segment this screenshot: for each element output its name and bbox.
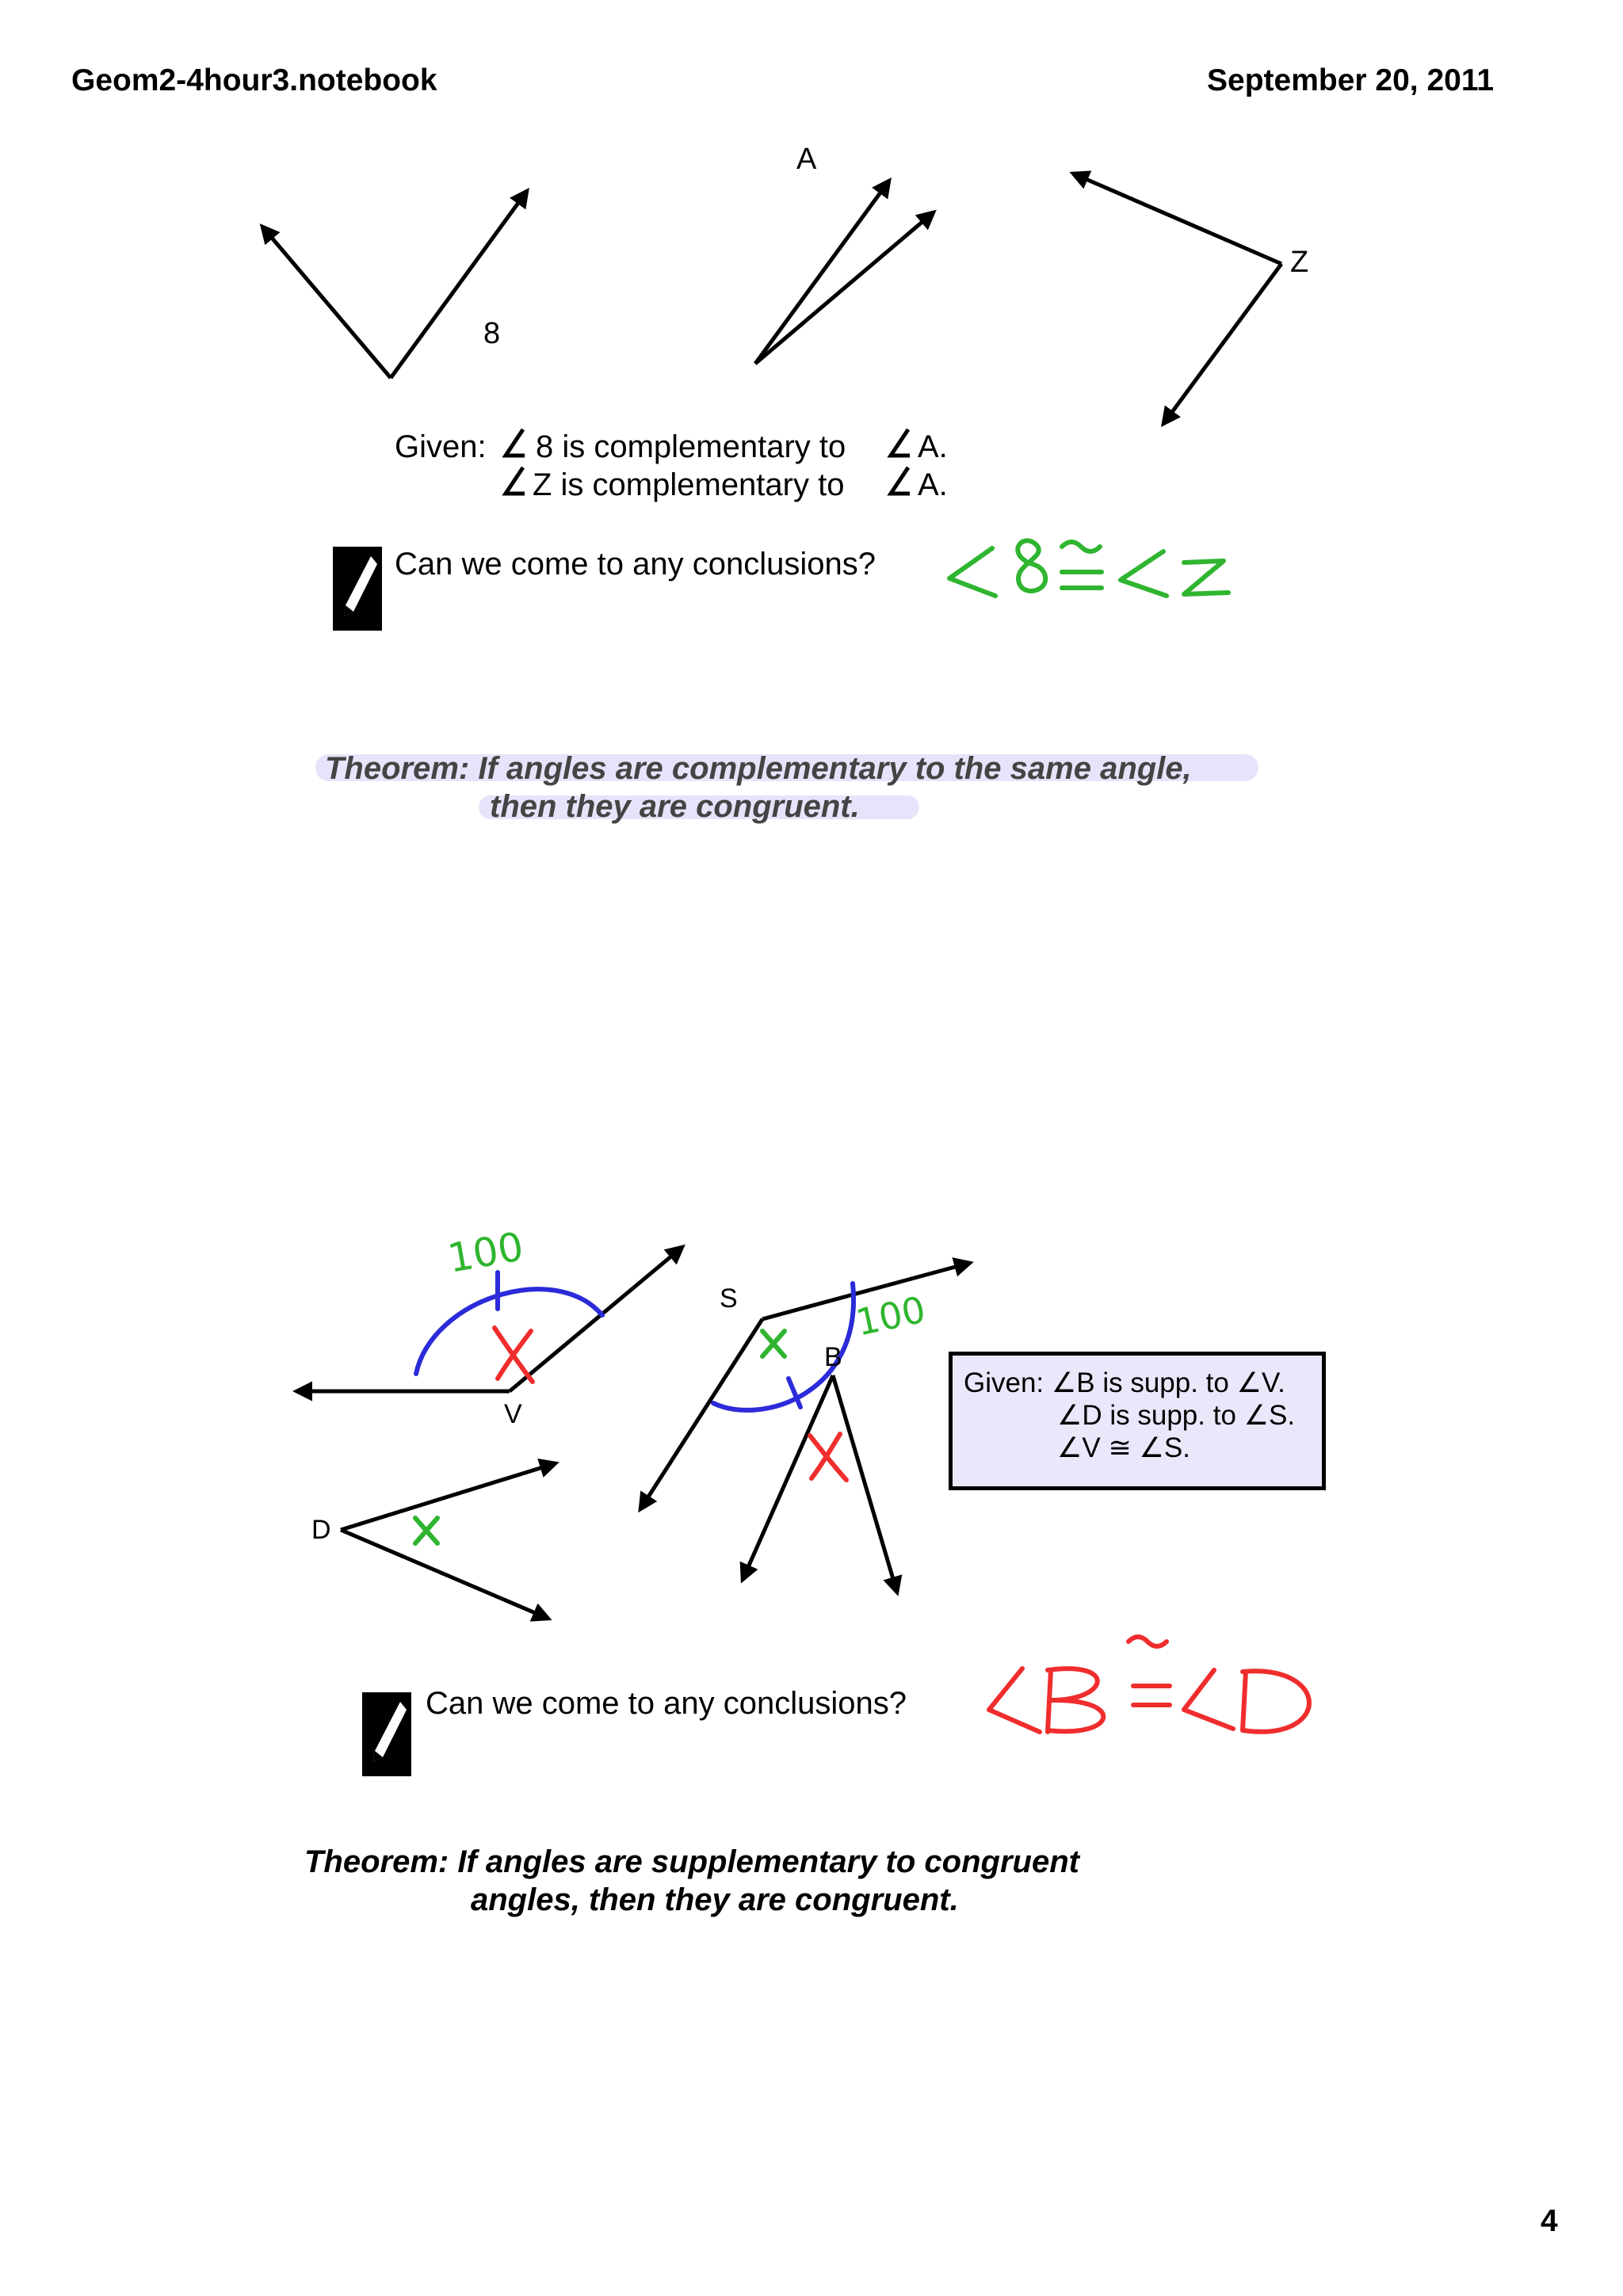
pencil-icon bbox=[333, 547, 382, 631]
given-line1: 8 is complementary to bbox=[536, 429, 846, 464]
angle-label-v: V bbox=[504, 1399, 522, 1429]
given-box-line2: ∠D is supp. to ∠S. bbox=[1057, 1400, 1296, 1431]
given-box bbox=[949, 1352, 1326, 1490]
measure-s: 100 bbox=[852, 1287, 930, 1344]
handwritten-answer-2 bbox=[989, 1637, 1309, 1732]
red-x-marks bbox=[495, 1328, 846, 1480]
question-2: Can we come to any conclusions? bbox=[426, 1686, 907, 1721]
notebook-title: Geom2-4hour3.notebook bbox=[71, 63, 437, 97]
angle-z-figure bbox=[1073, 174, 1281, 424]
measure-v: 100 bbox=[444, 1223, 527, 1282]
page-number: 4 bbox=[1541, 2204, 1558, 2238]
angle-label-a: A bbox=[796, 143, 817, 176]
pencil-icon bbox=[362, 1692, 411, 1776]
angle-label-d: D bbox=[311, 1515, 331, 1545]
theorem-2-line1: Theorem: If angles are supplementary to congruent bbox=[304, 1844, 1079, 1879]
angle-label-b: B bbox=[824, 1342, 842, 1372]
angle-label-8: 8 bbox=[483, 317, 501, 350]
page-date: September 20, 2011 bbox=[1207, 63, 1495, 97]
given-prefix: Given: bbox=[395, 429, 487, 464]
theorem-2-line2: angles, then they are congruent. bbox=[471, 1882, 959, 1917]
theorem-1-line1: Theorem: If angles are complementary to the same angle, bbox=[325, 751, 1192, 786]
theorem-1-line2: then they are congruent. bbox=[490, 789, 860, 824]
angle-a-figure bbox=[755, 181, 934, 364]
given-line2: Z is complementary to bbox=[533, 467, 845, 502]
handwritten-answer-1 bbox=[949, 540, 1228, 596]
given-line2-end: A. bbox=[918, 467, 948, 502]
green-x-marks bbox=[415, 1331, 785, 1543]
angle-label-s: S bbox=[720, 1283, 738, 1314]
question-1: Can we come to any conclusions? bbox=[395, 547, 876, 582]
angle-d-figure bbox=[341, 1463, 556, 1619]
given-box-line3: ∠V ≅ ∠S. bbox=[1057, 1432, 1190, 1463]
angle-label-z: Z bbox=[1290, 246, 1309, 279]
given-box-line1: Given: ∠B is supp. to ∠V. bbox=[964, 1367, 1285, 1398]
given-line1-end: A. bbox=[918, 429, 948, 464]
handwritten-answer-2-text bbox=[1268, 1703, 1271, 1704]
